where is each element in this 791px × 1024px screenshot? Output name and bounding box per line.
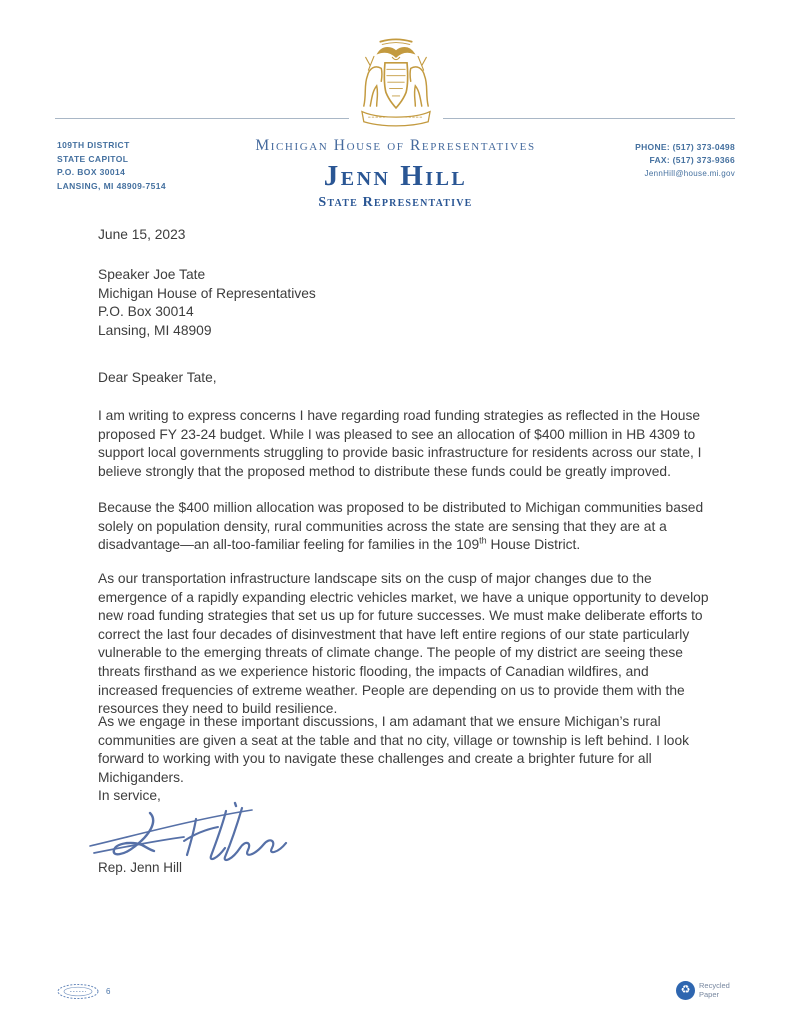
recipient-line: Michigan House of Representatives: [98, 285, 316, 301]
michigan-seal-icon: [350, 35, 442, 133]
ordinal-superscript: th: [479, 535, 487, 546]
typed-signature-name: Rep. Jenn Hill: [98, 860, 183, 875]
closing: In service,: [98, 788, 161, 803]
letter-date: June 15, 2023: [98, 227, 186, 242]
representative-name: Jenn Hill: [323, 160, 468, 192]
paragraph-1: I am writing to express concerns I have regarding road funding strategies as reflected in the House proposed FY 23-24 budget. While I was pleased to see an allocation of $400 million in HB 4309 to support local governments struggling to provide basic infrastructure for residents across our state, I believe strongly that the proposed method to distribute these funds could be greatly improved.: [98, 408, 702, 479]
recipient-line: Lansing, MI 48909: [98, 322, 212, 338]
union-bug-number: 6: [106, 987, 111, 996]
paragraph-4: As we engage in these important discussions, I am adamant that we ensure Michigan’s rural communities are given a seat at the table and that no city, village or township is left behind. I look forward to working with you to navigate these challenges and create a brighter future for all Michiganders.: [98, 714, 690, 785]
union-bug-icon: [56, 983, 102, 1000]
signature-jenn-hill: [84, 801, 299, 863]
fax-line: FAX: (517) 373-9366: [649, 155, 735, 165]
recipient-line: P.O. Box 30014: [98, 304, 194, 320]
recipient-address-block: [98, 266, 712, 340]
letterhead-center: [0, 137, 791, 211]
paragraph-3: As our transportation infrastructure landscape sits on the cusp of major changes due to the emergence of a rapidly expanding electric vehicles market, we have a unique opportunity to develop new road funding strategies that set us up for future successes. We must make deliberate efforts to correct the last four decades of disinvestment that have left entire regions of our state particularly vulnerable to the emerging threats of climate change. The people of my district are seeing these threats firsthand as we experience historic flooding, the impacts of Canadian wildfires, and increased frequencies of extreme weather. People are depending on us to provide them with the resources they need to build resilience.: [98, 571, 709, 717]
salutation: Dear Speaker Tate,: [98, 370, 217, 385]
district-line: P.O. BOX 30014: [57, 167, 126, 177]
michigan-coat-of-arms-seal: [349, 34, 443, 134]
recipient-line: Speaker Joe Tate: [98, 267, 206, 282]
email-line: JennHill@house.mi.gov: [644, 169, 735, 178]
representative-title: State Representative: [318, 195, 473, 210]
paragraph-2-text: Because the $400 million allocation was proposed to be distributed to Michigan communities based solely on population density, rural communities across the state are sensing that they are at a disadvantage—an all-too-familiar feeling for families in the 109: [98, 500, 704, 553]
recycled-paper-mark: [676, 981, 741, 1000]
district-line: LANSING, MI 48909-7514: [57, 180, 166, 191]
district-line: 109TH DISTRICT: [57, 140, 130, 150]
phone-line: PHONE: (517) 373-0498: [635, 142, 735, 152]
paragraph-2-text: House District.: [486, 537, 581, 553]
district-line: STATE CAPITOL: [57, 153, 129, 164]
paragraph-2: [98, 499, 712, 555]
org-name: Michigan House of Representatives: [255, 137, 536, 154]
union-printing-bug: [56, 983, 110, 1000]
recycled-paper-label: Recycled Paper: [699, 981, 730, 999]
recycle-icon: ♻: [676, 981, 695, 1000]
